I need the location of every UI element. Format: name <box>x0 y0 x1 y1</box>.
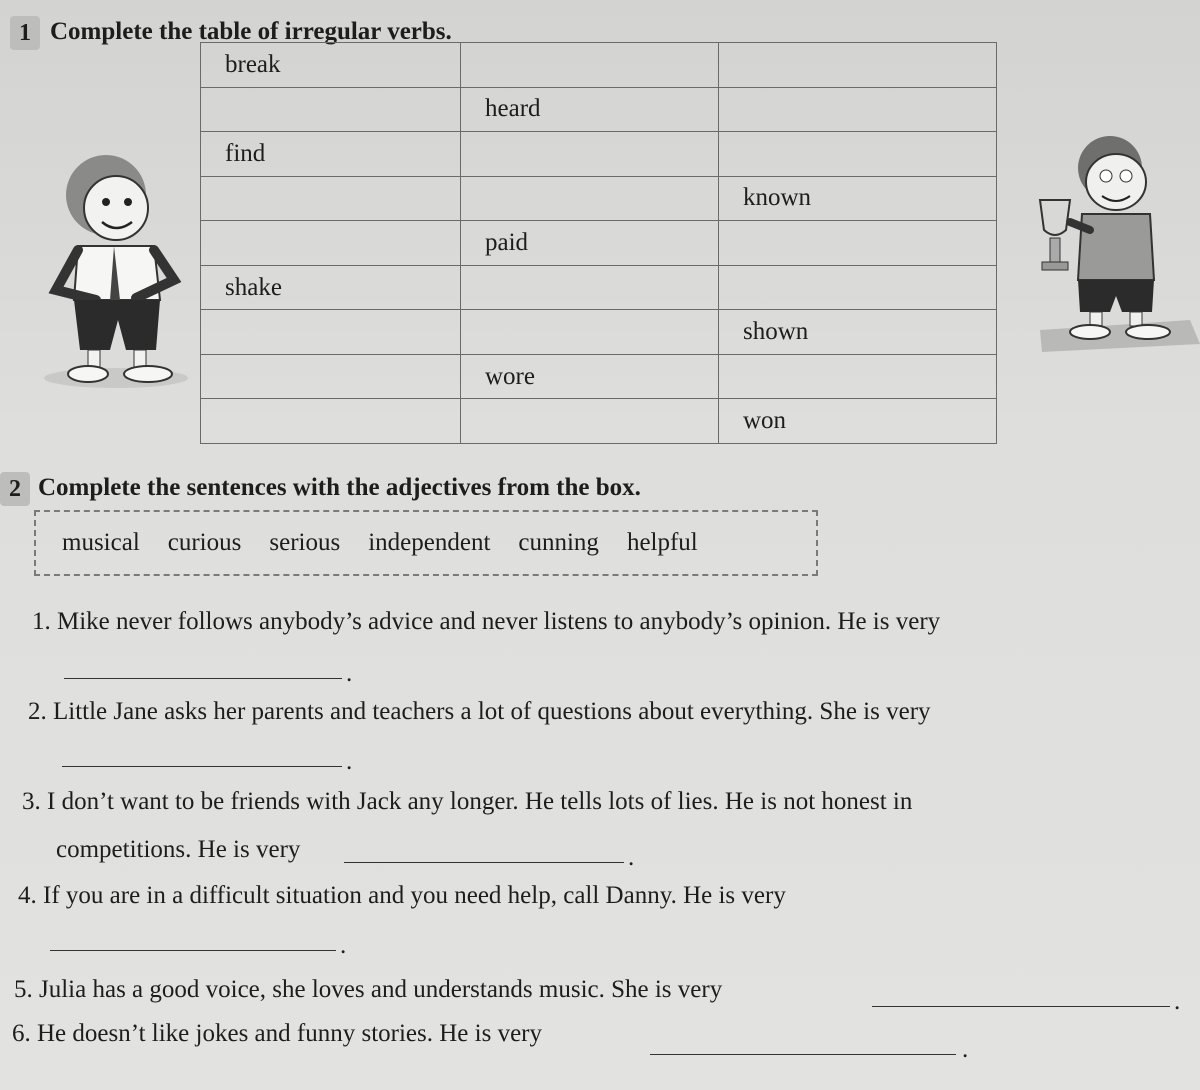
verb-cell[interactable] <box>201 87 461 132</box>
verb-cell[interactable]: break <box>201 43 461 88</box>
full-stop: . <box>1174 988 1181 1015</box>
verb-cell[interactable] <box>719 132 997 177</box>
verb-cell[interactable]: heard <box>461 87 719 132</box>
sentence-number: 6. <box>12 1020 31 1047</box>
sentence-3-continued <box>56 836 300 864</box>
sentence-2 <box>28 698 931 726</box>
verb-cell[interactable] <box>461 176 719 221</box>
answer-blank-3[interactable] <box>344 862 624 863</box>
sentence-number: 3. <box>22 788 41 815</box>
verb-cell[interactable] <box>201 399 461 444</box>
answer-blank-1[interactable] <box>64 678 342 679</box>
verb-cell[interactable] <box>719 221 997 266</box>
full-stop: . <box>346 660 353 687</box>
adjective-word: helpful <box>626 529 698 556</box>
sentence-text: Julia has a good voice, she loves and understands music. She is very <box>39 976 723 1003</box>
sentence-text: competitions. He is very <box>56 836 301 863</box>
verb-cell[interactable] <box>461 399 719 444</box>
full-stop: . <box>628 844 635 871</box>
sentence-number: 1. <box>32 608 51 635</box>
adjective-word: musical <box>62 529 140 556</box>
verb-cell[interactable] <box>719 354 997 399</box>
verb-cell[interactable] <box>461 132 719 177</box>
verb-cell[interactable] <box>461 265 719 310</box>
sentence-number: 4. <box>18 882 37 909</box>
exercise-number: 2 <box>0 472 30 506</box>
answer-blank-5[interactable] <box>872 1006 1170 1007</box>
sentence-5 <box>14 976 722 1004</box>
exercise-title: Complete the sentences with the adjectives from the box. <box>38 474 641 501</box>
verb-cell[interactable] <box>461 310 719 355</box>
verb-cell[interactable]: shake <box>201 265 461 310</box>
verb-cell[interactable]: known <box>719 176 997 221</box>
verb-cell[interactable] <box>461 43 719 88</box>
verb-table-row <box>201 43 997 88</box>
full-stop: . <box>346 748 353 775</box>
answer-blank-4[interactable] <box>50 950 336 951</box>
sentence-text: Little Jane asks her parents and teachers a lot of questions about everything. She is very <box>53 698 931 725</box>
answer-blank-6[interactable] <box>650 1054 956 1055</box>
verb-table-row <box>201 87 997 132</box>
sentence-4 <box>18 882 786 910</box>
verb-cell[interactable]: shown <box>719 310 997 355</box>
sentence-text: He doesn’t like jokes and funny stories. He is very <box>37 1020 542 1047</box>
verb-cell[interactable]: paid <box>461 221 719 266</box>
irregular-verbs-table <box>200 42 997 444</box>
verb-cell[interactable]: won <box>719 399 997 444</box>
adjective-word: cunning <box>518 529 599 556</box>
full-stop: . <box>340 932 347 959</box>
verb-table-row <box>201 310 997 355</box>
verb-table-row <box>201 221 997 266</box>
sentence-3 <box>22 788 912 816</box>
adjective-box <box>34 510 818 576</box>
boy-illustration-left <box>36 150 196 390</box>
verb-table-row <box>201 265 997 310</box>
sentence-text: I don’t want to be friends with Jack any longer. He tells lots of lies. He is not honest in <box>47 788 913 815</box>
boy-with-trophy-illustration <box>1030 130 1200 360</box>
verb-cell[interactable] <box>201 176 461 221</box>
verb-cell[interactable]: find <box>201 132 461 177</box>
verb-cell[interactable] <box>719 265 997 310</box>
verb-table-row <box>201 354 997 399</box>
exercise-number: 1 <box>10 16 40 50</box>
sentence-1 <box>32 608 940 636</box>
answer-blank-2[interactable] <box>62 766 342 767</box>
verb-table-row <box>201 176 997 221</box>
adjective-word: independent <box>368 529 491 556</box>
sentence-text: If you are in a difficult situation and you need help, call Danny. He is very <box>43 882 786 909</box>
verb-cell[interactable] <box>201 354 461 399</box>
verb-cell[interactable] <box>201 310 461 355</box>
sentence-number: 2. <box>28 698 47 725</box>
verb-cell[interactable]: wore <box>461 354 719 399</box>
sentence-text: Mike never follows anybody’s advice and never listens to anybody’s opinion. He is very <box>57 608 941 635</box>
verb-cell[interactable] <box>719 87 997 132</box>
verb-table-row <box>201 132 997 177</box>
full-stop: . <box>962 1036 969 1063</box>
adjective-word: serious <box>269 529 341 556</box>
verb-cell[interactable] <box>201 221 461 266</box>
sentence-number: 5. <box>14 976 33 1003</box>
verb-cell[interactable] <box>719 43 997 88</box>
sentence-6 <box>12 1020 542 1048</box>
verb-table-row <box>201 399 997 444</box>
exercise-title: Complete the table of irregular verbs. <box>50 18 452 45</box>
adjective-word: curious <box>167 529 242 556</box>
